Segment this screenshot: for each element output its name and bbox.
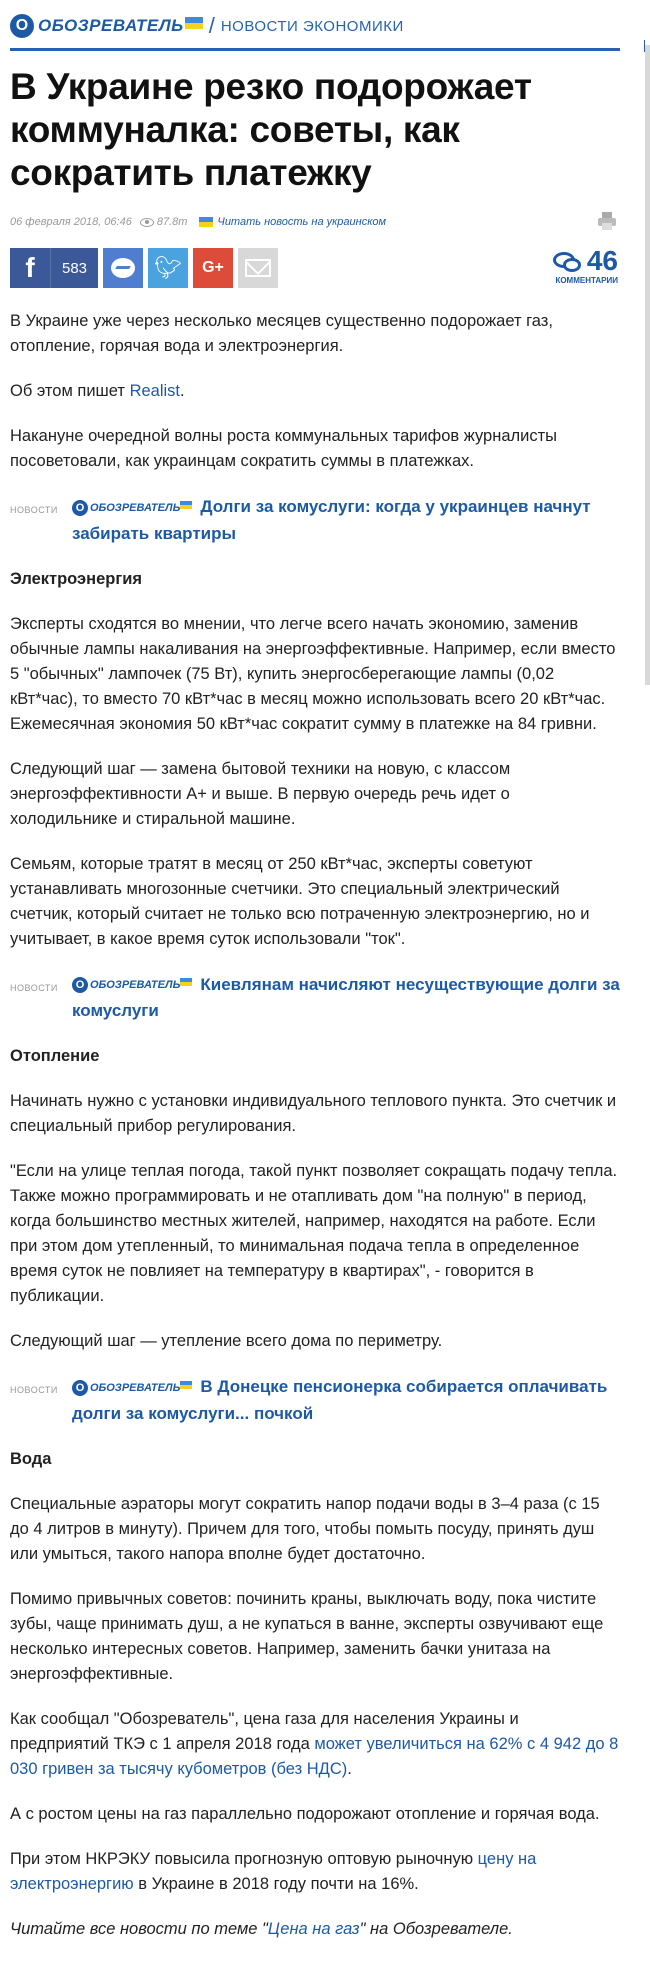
source-link[interactable]: Realist (129, 382, 180, 400)
messenger-share-button[interactable] (103, 248, 143, 288)
views-value: 87.8т (156, 216, 188, 228)
related-news (10, 1374, 620, 1427)
ua-flag-icon (199, 217, 213, 227)
site-header (10, 4, 620, 51)
site-logo[interactable] (10, 14, 203, 38)
views-count (140, 216, 188, 228)
header-divider: / (208, 13, 215, 38)
paragraph: Помимо привычных советов: починить краны, выключать воду, пока чистите зубы, чаще принимать душ, а не купаться в ванне, эксперты озвучивают еще несколько интересных советов. Например, заменить бачки унитаза на энергоэффективные. (10, 1589, 604, 1683)
paragraph: Следующий шаг — замена бытовой техники на новую, с классом энергоэффективности А+ и выше. В первую очередь речь идет о холодильнике и стиральной машине. (10, 759, 511, 828)
comments-icon (553, 250, 583, 274)
related-news (10, 494, 620, 547)
paragraph: Семьям, которые тратят в месяц от 250 кВт*час, эксперты советуют устанавливать многозонные счетчики. Это специальный электрический счетчик, который считает не только всю потраченную электроэнергию, но и учитывает, в какое время суток использовали "ток". (10, 854, 590, 948)
logo-emblem-icon: О (10, 14, 34, 38)
facebook-share-button[interactable] (10, 248, 98, 288)
googleplus-icon: G+ (202, 259, 224, 276)
related-link[interactable]: О ОБОЗРЕВАТЕЛЬ Долги за комуслуги: когда у украинцев начнут забирать квартиры (72, 494, 620, 547)
googleplus-share-button[interactable] (193, 248, 233, 288)
related-link[interactable]: О ОБОЗРЕВАТЕЛЬ Киевлянам начисляют несуществующие долги за комуслуги (72, 972, 620, 1025)
related-tag: НОВОСТИ (10, 1385, 58, 1396)
related-tag: НОВОСТИ (10, 982, 58, 993)
paragraph: Начинать нужно с установки индивидуального теплового пункта. Это счетчик и специальный прибор регулирования. (10, 1092, 617, 1136)
messenger-icon (111, 258, 135, 278)
source-logo-icon: О ОБОЗРЕВАТЕЛЬ (72, 495, 192, 521)
electricity-price-link[interactable]: цену на электроэнергию (10, 1849, 537, 1893)
email-share-button[interactable] (238, 248, 278, 288)
ukrainian-version-link[interactable]: Читать новость на украинском (217, 216, 387, 228)
mail-icon (245, 259, 271, 277)
article-meta (10, 216, 620, 228)
paragraph: Накануне очередной волны роста коммунальных тарифов журналисты посоветовали, как украинцам сократить суммы в платежках. (10, 427, 558, 470)
article-title: В Украине резко подорожает коммуналка: советы, как сократить платежку (10, 66, 532, 193)
section-heading: Вода (10, 1449, 52, 1468)
gas-price-link[interactable]: может увеличиться на 62% с 4 942 до 8 030 гривен за тысячу кубометров (без НДС) (10, 1734, 619, 1778)
related-link[interactable]: О ОБОЗРЕВАТЕЛЬ В Донецке пенсионерка собирается оплачивать долги за комуслуги... почкой (72, 1374, 620, 1427)
comments-label: КОММЕНТАРИИ (555, 276, 618, 285)
paragraph: Об этом пишет Realist. (10, 382, 185, 400)
twitter-icon: 🐦︎ (154, 255, 182, 280)
comments-link[interactable] (553, 245, 618, 285)
eye-icon (140, 218, 154, 227)
paragraph: Эксперты сходятся во мнении, что легче всего начать экономию, заменив обычные лампы накаливания на энергоэффективные. Например, если вместо 5 "обычных" лампочек (75 Вт), купить энергосберегающие лампы (0,02 кВт*час), то вместо 70 кВт*час в месяц можно использовать всего 20 кВт*час. Ежемесячная экономия 50 кВт*час сократит сумму в платежке на 84 гривни. (10, 614, 616, 733)
related-news (10, 972, 620, 1025)
ua-flag-icon (185, 17, 203, 29)
source-logo-icon: О ОБОЗРЕВАТЕЛЬ (72, 1375, 192, 1401)
related-tag: НОВОСТИ (10, 505, 58, 515)
facebook-icon: f (10, 248, 51, 288)
paragraph: Специальные аэраторы могут сократить напор подачи воды в 3–4 раза (с 15 до 4 литров в минуту). Причем для того, чтобы помыть посуду, принять душ или умыться, такого напора вполне будет достаточно. (10, 1494, 600, 1563)
section-heading: Электроэнергия (10, 569, 143, 588)
section-heading: Отопление (10, 1047, 100, 1066)
article-body (10, 309, 620, 1942)
logo-text: ОБОЗРЕВАТЕЛЬ (38, 16, 184, 35)
paragraph: При этом НКРЭКУ повысила прогнозную оптовую рыночную цену на электроэнергию в Украине в 2018 году почти на 16%. (10, 1849, 537, 1893)
facebook-share-count: 583 (61, 259, 88, 277)
paragraph: Следующий шаг — утепление всего дома по периметру. (10, 1332, 443, 1351)
topic-paragraph: Читайте все новости по теме "Цена на газ" на Обозревателе. (10, 1919, 513, 1938)
comments-count: 46 (586, 245, 618, 276)
twitter-share-button[interactable] (148, 248, 188, 288)
paragraph: А с ростом цены на газ параллельно подорожают отопление и горячая вода. (10, 1804, 600, 1823)
paragraph: "Если на улице теплая погода, такой пункт позволяет сокращать подачу тепла. Также можно программировать и не отапливать дом "на полную" в период, когда большинство местных жителей, например, находятся на работе. Если при этом дом утепленный, то минимальная подача тепла в определенное время суток не повлияет на температуру в квартирах", - говорится в публикации. (10, 1162, 618, 1306)
paragraph: В Украине уже через несколько месяцев существенно подорожает газ, отопление, горячая вода и электроэнергия. (10, 312, 553, 355)
source-logo-icon: О ОБОЗРЕВАТЕЛЬ (72, 972, 192, 998)
share-bar (10, 245, 620, 288)
topic-link[interactable]: Цена на газ (267, 1919, 360, 1938)
scrollbar[interactable] (645, 45, 650, 685)
section-link[interactable]: НОВОСТИ ЭКОНОМИКИ (220, 17, 404, 35)
article-date: 06 февраля 2018, 06:46 (10, 216, 132, 228)
print-icon[interactable] (598, 212, 616, 230)
paragraph: Как сообщал "Обозреватель", цена газа для населения Украины и предприятий ТКЭ с 1 апреля 2018 года может увеличиться на 62% с 4 942 до 8 030 гривен за тысячу кубометров (без НДС). (10, 1709, 619, 1778)
